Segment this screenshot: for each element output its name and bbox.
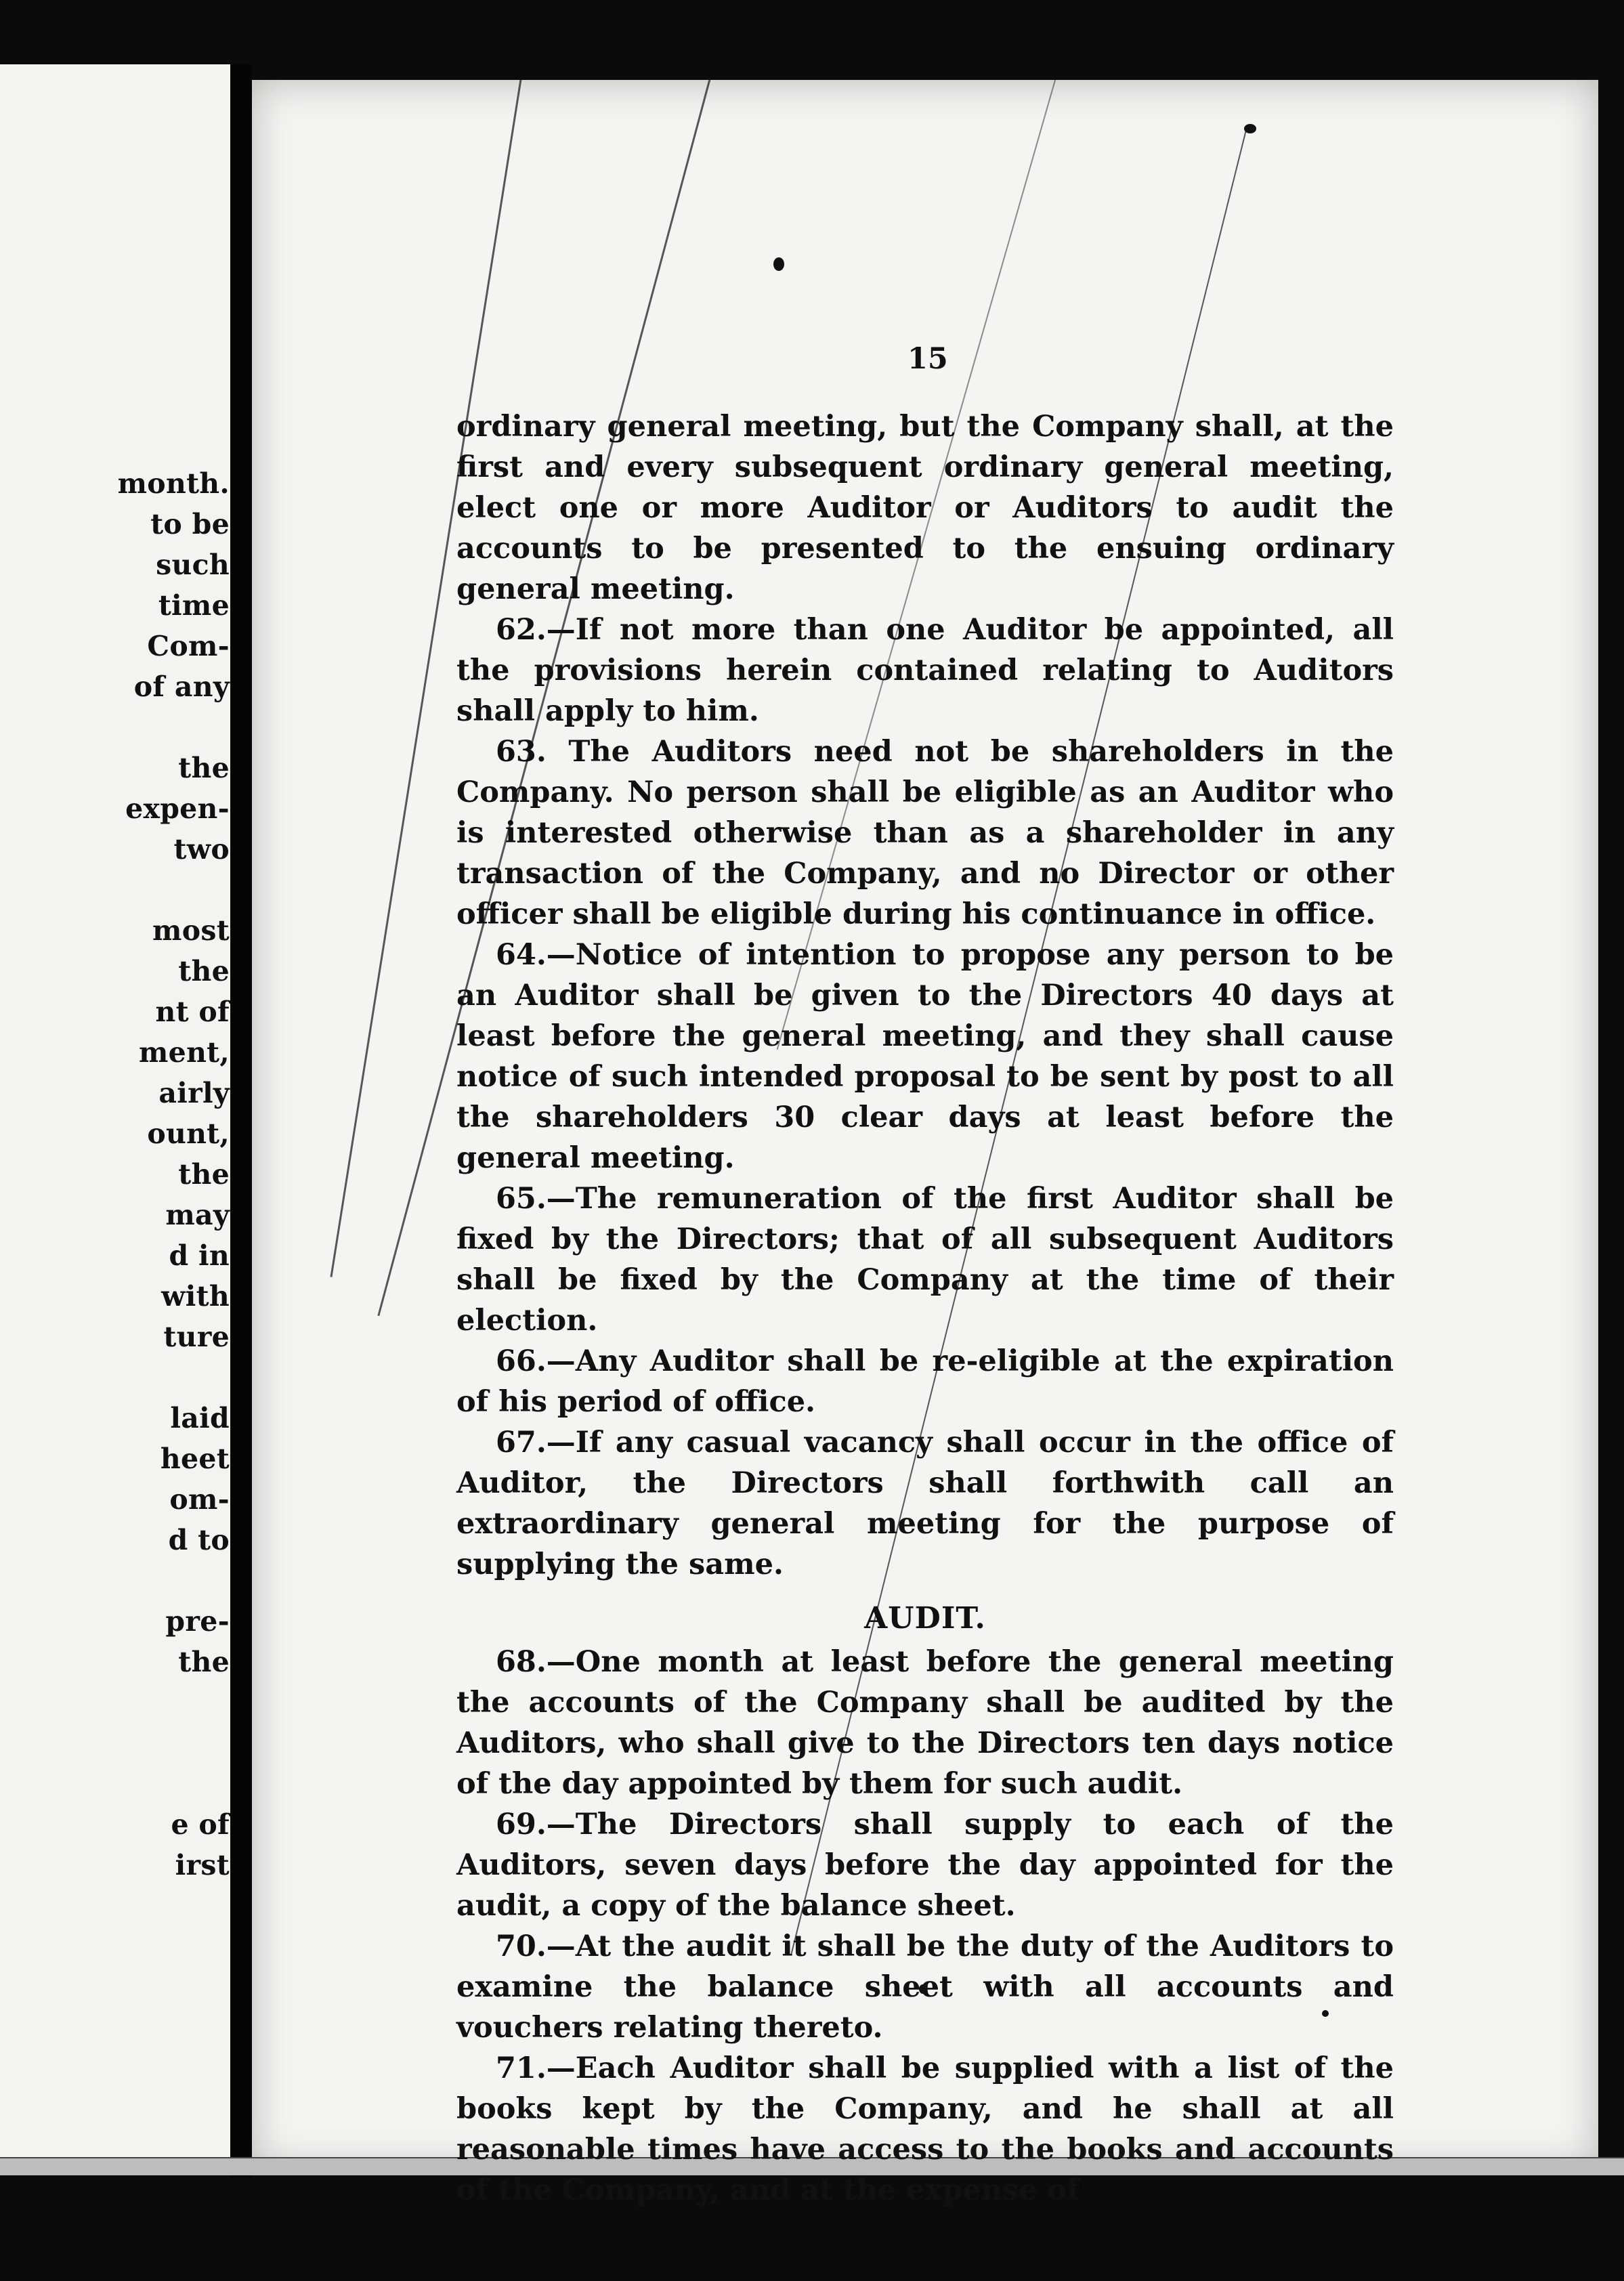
paragraph: 69.—The Directors shall supply to each of the Auditors, seven days before the day appointed for the audit, a copy of the balance sheet. [456,1808,1394,1923]
paragraph: 67.—If any casual vacancy shall occur in the office of Auditor, the Directors shall forthwith call an extraordinary general meeting for the purpose of supplying the same. [456,1426,1394,1581]
body-text [456,406,1394,2211]
left-page-fragment: nt of [155,996,230,1028]
left-page-fragment: airly [158,1077,230,1109]
left-page-fragment: such [156,549,230,581]
left-page-fragment: irst [175,1849,230,1881]
speck [1244,124,1256,133]
left-page-fragment: om- [169,1483,230,1516]
left-page-fragment: ment, [139,1036,230,1069]
left-page-fragment: the [178,1646,230,1678]
left-page-fragment: of any [133,670,230,703]
left-page-fragment: ount, [147,1117,230,1150]
paragraph: 70.—At the audit it shall be the duty of the Auditors to examine the balance sheet with all accounts and vouchers relating thereto. [456,1930,1394,2045]
paragraph: 65.—The remuneration of the first Auditor shall be fixed by the Directors; that of all subsequent Auditors shall be fixed by the Company at the time of their election. [456,1182,1394,1338]
left-page-fragment: the [178,1158,230,1191]
left-page-fragment: heet [160,1443,230,1475]
paragraph: 64.—Notice of intention to propose any person to be an Auditor shall be given to the Directors 40 days at least before the general meeting, and they shall cause notice of such intended proposal to be sent by post to all the shareholders 30 clear days at least before the general meeting. [456,938,1394,1175]
paragraph: 66.—Any Auditor shall be re-eligible at the expiration of his period of office. [456,1344,1394,1419]
left-page-fragment: two [173,833,230,866]
left-page-fragment: may [165,1199,230,1231]
paragraph: 71.—Each Auditor shall be supplied with a list of the books kept by the Company, and he shall at all reasonable times have access to the books and accounts of the Company, and at the expense of [456,2051,1394,2207]
left-page-fragment: most [152,914,230,947]
speck [773,257,784,271]
left-page-fragment: d to [168,1524,230,1556]
paragraph: 62.—If not more than one Auditor be appointed, all the provisions herein contained relating to Auditors shall apply to him. [456,613,1394,728]
book-gutter [230,64,252,2177]
paragraph: 68.—One month at least before the general meeting the accounts of the Company shall be audited by the Auditors, who shall give to the Directors ten days notice of the day appointed by them for such audit. [456,1645,1394,1801]
left-page-fragment: Com- [147,630,230,662]
left-page-fragment: expen- [125,792,230,825]
page-number: 15 [907,342,948,376]
left-page-fragment: time [158,589,230,622]
paragraph: 63. The Auditors need not be shareholders in the Company. No person shall be eligible as an Auditor who is interested otherwise than as a shareholder in any transaction of the Company, and no Director or other officer shall be eligible during his continuance in office. [456,735,1394,931]
left-page-fragment: the [178,955,230,987]
left-page-fragment: the [178,752,230,784]
left-page-fragment: pre- [165,1605,230,1638]
left-page-fragment: with [161,1280,230,1313]
left-page-fragment: ture [163,1321,230,1353]
section-heading: AUDIT. [864,1601,986,1636]
left-page-fragment: laid [170,1402,230,1434]
left-page-fragment: month. [117,467,230,500]
left-page-fragment: d in [169,1239,230,1272]
left-page [0,64,234,2157]
paragraph: ordinary general meeting, but the Company shall, at the first and every subsequent ordinary general meeting, elect one or more Auditor or Auditors to audit the accounts to be presented to the ensuing ordinary general meeting. [456,410,1394,606]
left-page-fragment: to be [150,508,230,540]
left-page-fragment: e of [171,1808,230,1841]
